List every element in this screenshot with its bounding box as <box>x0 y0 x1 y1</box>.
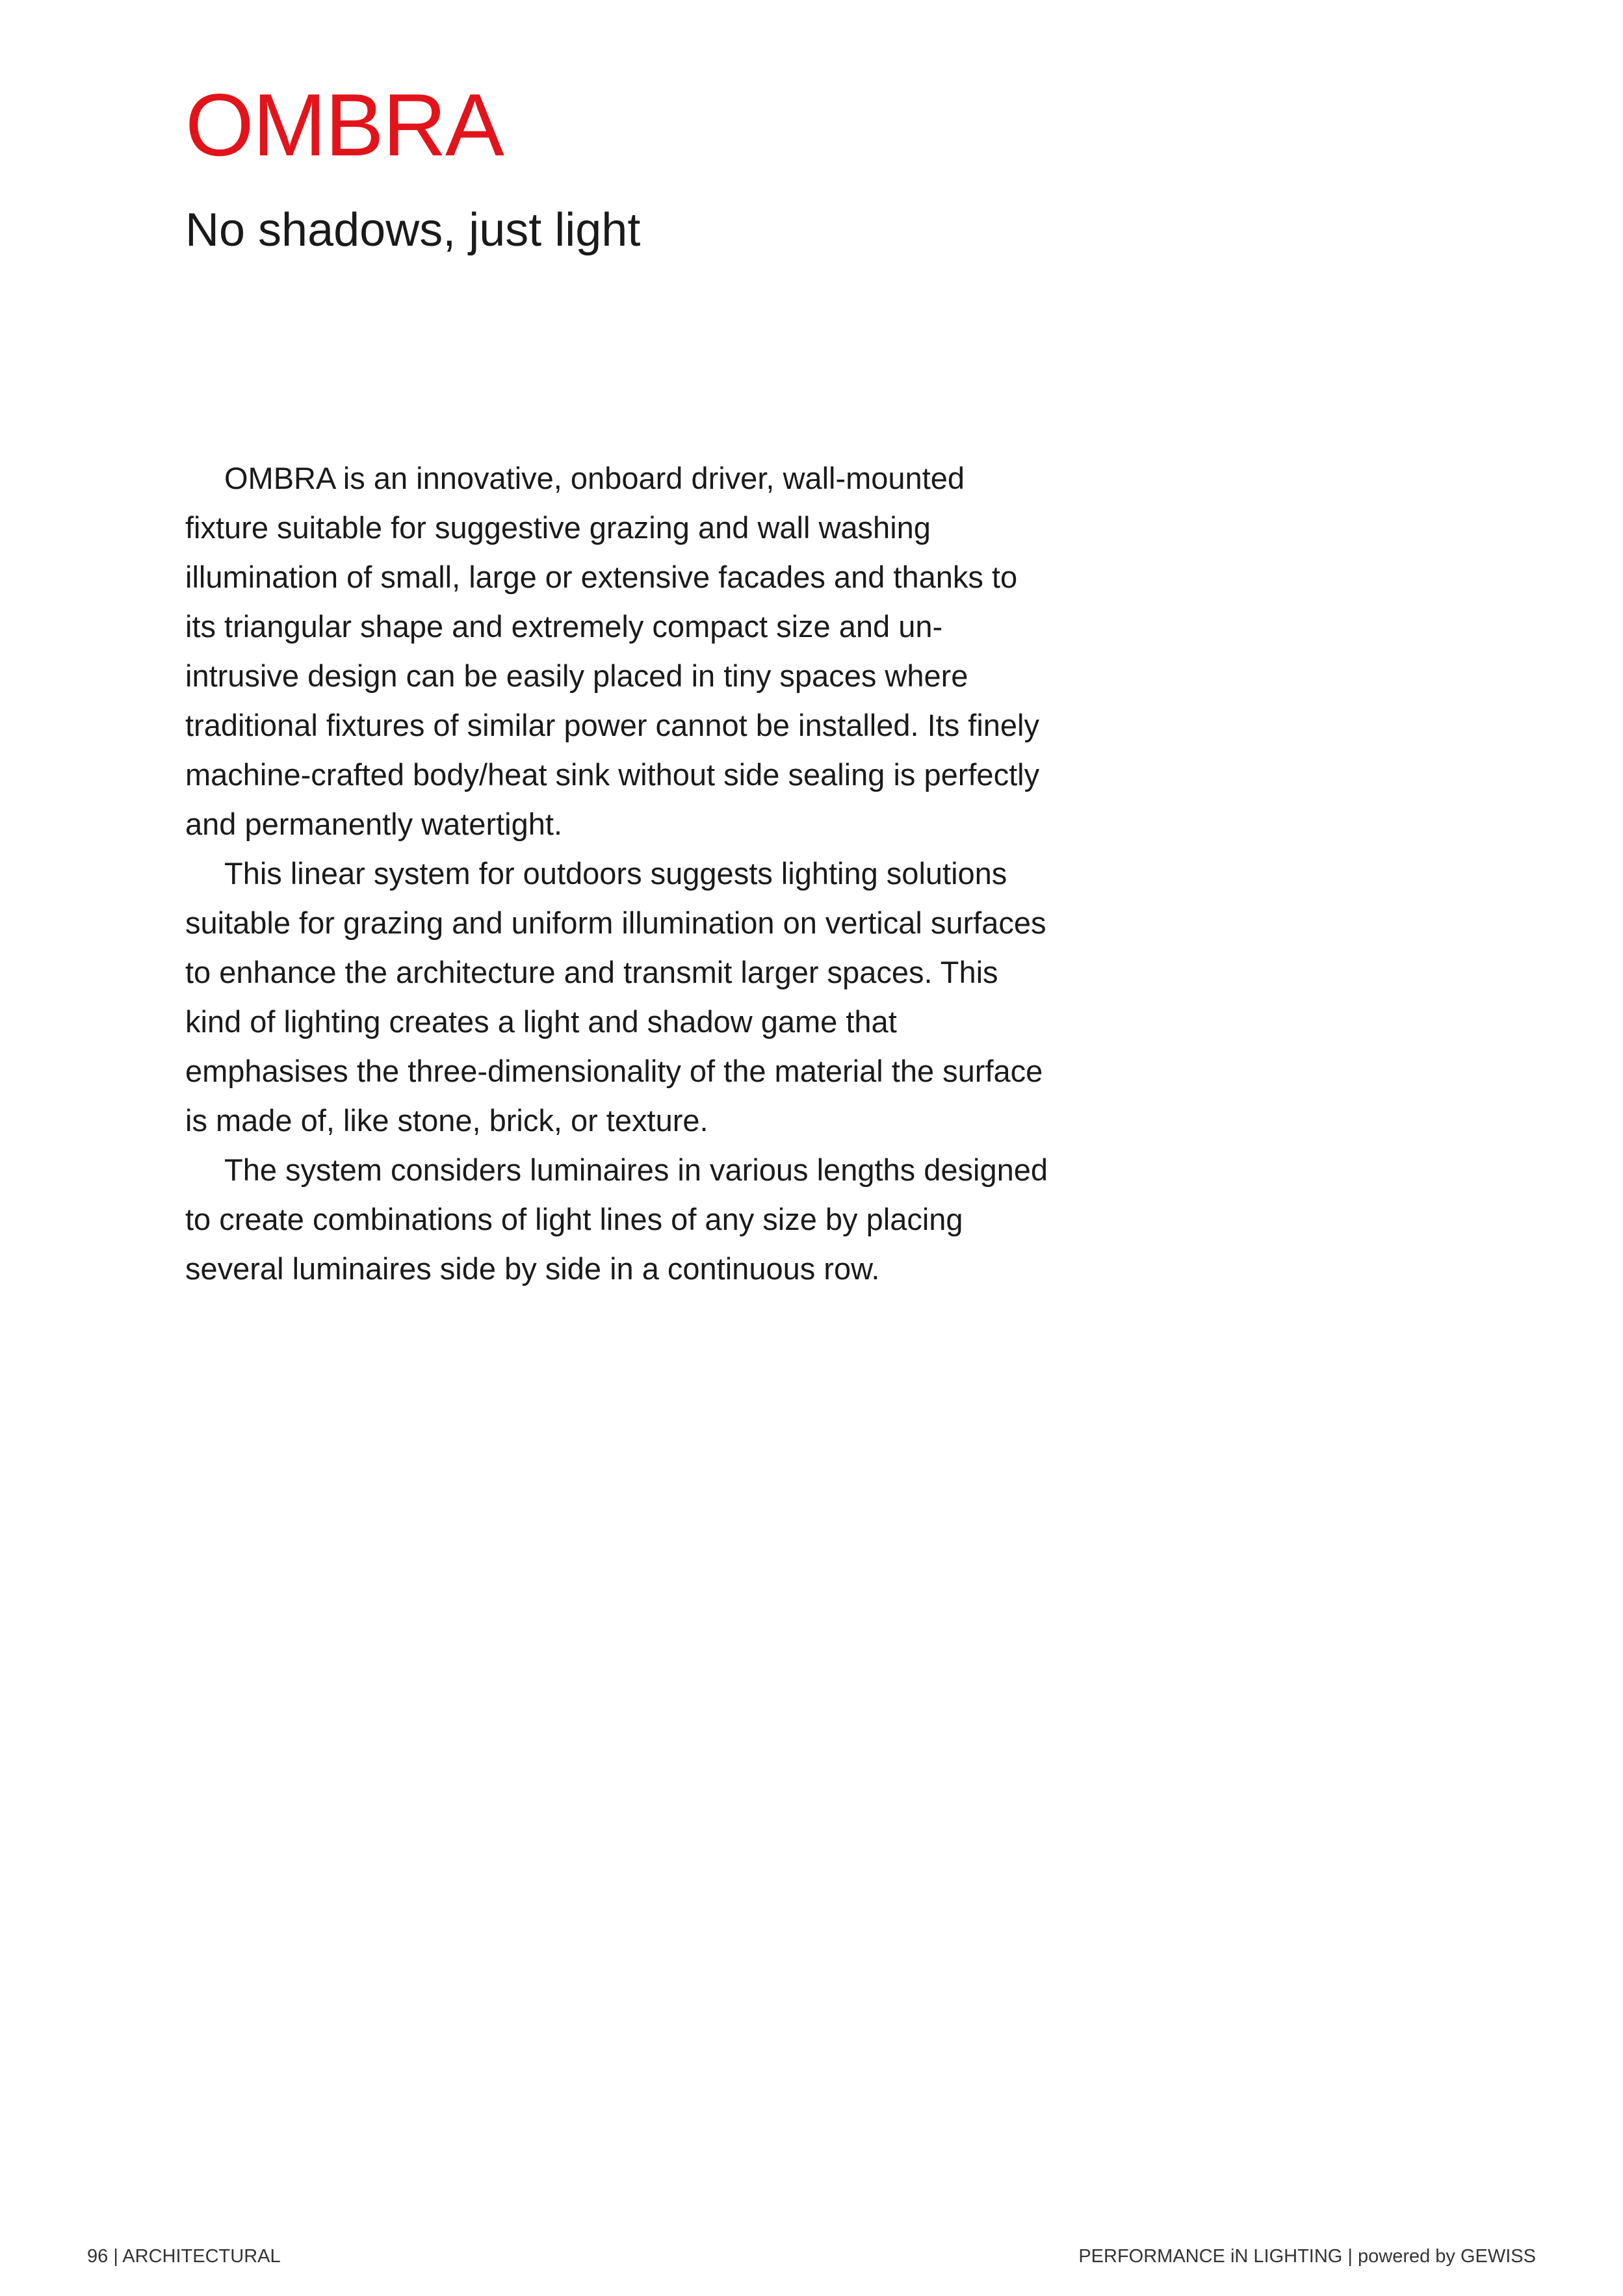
paragraph-linear-system: This linear system for outdoors suggests lighting solutions suitable for grazing and uniform illumination on vertical surfaces to enhance the architecture and transmit larger spaces. This kind of lighting creates a light and shadow game that emphasises the three-dimensionality of the material the surface is made of, like stone, brick, or texture. <box>185 856 1046 1138</box>
paragraph-intro: OMBRA is an innovative, onboard driver, wall-mounted fixture suitable for suggestive grazing and wall washing illumination of small, large or extensive facades and thanks to its triangular shape and extremely compact size and un-intrusive design can be easily placed in tiny spaces where traditional fixtures of similar power cannot be installed. Its finely machine-crafted body/heat sink without side sealing is perfectly and permanently watertight. <box>185 461 1040 841</box>
footer-brand: PERFORMANCE iN LIGHTING | powered by GEWISS <box>1078 2246 1536 2267</box>
paragraph-luminaires: The system considers luminaires in various lengths designed to create combinations of light lines of any size by placing several luminaires side by side in a continuous row. <box>185 1153 1048 1286</box>
footer-page-section: 96 | ARCHITECTURAL <box>87 2246 281 2267</box>
body-text <box>185 454 1050 1294</box>
page-subtitle: No shadows, just light <box>185 204 641 256</box>
page-title: OMBRA <box>185 75 503 174</box>
